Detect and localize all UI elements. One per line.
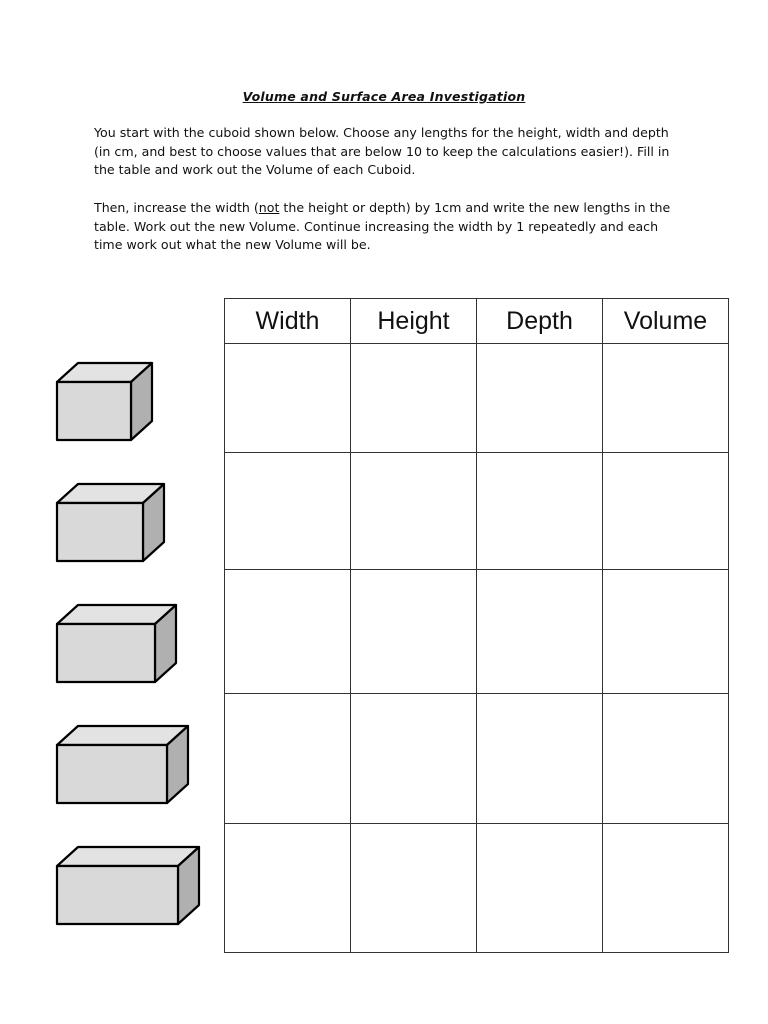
width-cell[interactable] (225, 694, 351, 824)
depth-cell[interactable] (477, 694, 603, 824)
volume-cell[interactable] (603, 344, 729, 453)
depth-cell[interactable] (477, 570, 603, 694)
table-row (225, 570, 729, 694)
table-row (225, 824, 729, 953)
depth-cell[interactable] (477, 824, 603, 953)
instructions-paragraph-1: You start with the cuboid shown below. Choose any lengths for the height, width and depth (in cm, and best to choose values that are below 10 to keep the calculations easier!). Fill in the table and work out the Volume of each Cuboid. (94, 125, 670, 177)
cuboid-4 (57, 726, 188, 803)
volume-table (224, 298, 729, 953)
instructions-text: Then, increase the width ( (94, 200, 259, 215)
width-cell[interactable] (225, 453, 351, 570)
cuboid-1 (57, 363, 152, 440)
width-cell[interactable] (225, 570, 351, 694)
emphasis-not: not (258, 200, 280, 215)
table-header-row (225, 299, 729, 344)
volume-cell[interactable] (603, 824, 729, 953)
cuboid-front-face (57, 503, 143, 561)
worksheet-title: Volume and Surface Area Investigation (242, 89, 526, 104)
width-cell[interactable] (225, 344, 351, 453)
header-width: Width (225, 299, 351, 344)
cuboid-front-face (57, 866, 178, 924)
width-cell[interactable] (225, 824, 351, 953)
table-row (225, 453, 729, 570)
cuboid-5 (57, 847, 199, 924)
header-volume: Volume (603, 299, 729, 344)
header-height: Height (351, 299, 477, 344)
volume-cell[interactable] (603, 570, 729, 694)
volume-cell[interactable] (603, 453, 729, 570)
cuboid-2 (57, 484, 164, 561)
cuboid-3 (57, 605, 176, 682)
height-cell[interactable] (351, 344, 477, 453)
depth-cell[interactable] (477, 453, 603, 570)
instructions-text: the height or depth) by 1cm and write the new lengths in the table. Work out the new Volume. Continue increasing the width by 1 repeatedly and each time work out what the new Volume will be. (94, 200, 671, 252)
table-row (225, 344, 729, 453)
cuboid-top-face (57, 847, 199, 866)
height-cell[interactable] (351, 570, 477, 694)
header-depth: Depth (477, 299, 603, 344)
volume-cell[interactable] (603, 694, 729, 824)
depth-cell[interactable] (477, 344, 603, 453)
height-cell[interactable] (351, 824, 477, 953)
table-row (225, 694, 729, 824)
height-cell[interactable] (351, 453, 477, 570)
cuboid-front-face (57, 745, 167, 803)
cuboid-front-face (57, 382, 131, 440)
height-cell[interactable] (351, 694, 477, 824)
cuboid-top-face (57, 726, 188, 745)
cuboid-front-face (57, 624, 155, 682)
